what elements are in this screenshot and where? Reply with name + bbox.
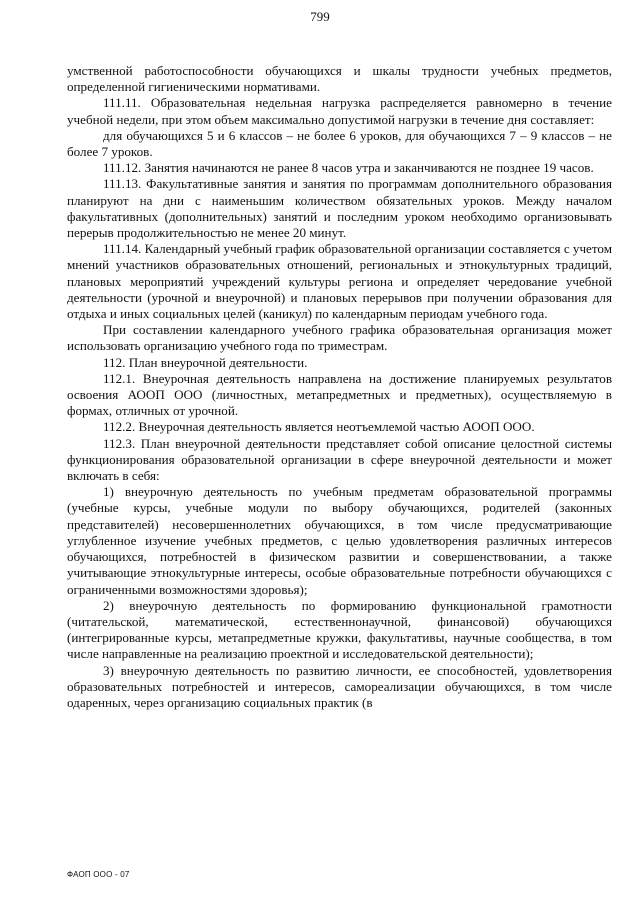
list-item: 2) внеурочную деятельность по формированию функциональной грамотности (читательской, математической, естественнонаучной, финансовой) обучающихся (интегрированные курсы, метапредметные кружки, факультативы, научные сообщества, в том числе направленные на реализацию проектной и исследовательской деятельности);: [67, 597, 612, 662]
document-body: [67, 63, 612, 711]
page-number: 799: [310, 9, 330, 24]
footer-doc-code: ФАОП ООО - 07: [67, 870, 130, 879]
paragraph: умственной работоспособности обучающихся и шкалы трудности учебных предметов, определенной гигиеническими нормативами.: [67, 63, 612, 95]
section-heading: 112. План внеурочной деятельности.: [103, 354, 308, 370]
paragraph: для обучающихся 5 и 6 классов – не более 6 уроков, для обучающихся 7 – 9 классов – не более 7 уроков.: [67, 127, 612, 160]
paragraph: 112.3. План внеурочной деятельности представляет собой описание целостной системы функционирования образовательной организации в сфере внеурочной деятельности и может включать в себя:: [67, 435, 612, 484]
paragraph: 112.1. Внеурочная деятельность направлена на достижение планируемых результатов освоения АООП ООО (личностных, метапредметных и предметных), осуществляемую в формах, отличных от урочной.: [67, 370, 612, 419]
list-item: 1) внеурочную деятельность по учебным предметам образовательной программы (учебные курсы, учебные модули по выбору обучающихся, родителей (законных представителей) несовершеннолетних обучающихся, в том числе предусматривающие углубленное изучение учебных предметов, с целью удовлетворения различных интересов обучающихся, потребностей в физическом развитии и совершенствовании, а также учитывающие этнокультурные интересы, особые образовательные потребности обучающихся с ограниченными возможностями здоровья);: [67, 484, 612, 597]
paragraph: 111.11. Образовательная недельная нагрузка распределяется равномерно в течение учебной недели, при этом объем максимально допустимой нагрузки в течение дня составляет:: [67, 95, 612, 127]
paragraph: При составлении календарного учебного графика образовательная организация может использовать организацию учебного года по триместрам.: [67, 322, 612, 354]
paragraph: 111.12. Занятия начинаются не ранее 8 часов утра и заканчиваются не позднее 19 часов.: [103, 160, 594, 176]
list-item: 3) внеурочную деятельность по развитию личности, ее способностей, удовлетворения образовательных потребностей и интересов, самореализации обучающихся, в том числе одаренных, через организацию социальных практик (в: [67, 662, 612, 710]
paragraph: 112.2. Внеурочная деятельность является неотъемлемой частью АООП ООО.: [103, 419, 535, 435]
paragraph: 111.13. Факультативные занятия и занятия по программам дополнительного образования планируют на дни с наименьшим количеством обязательных уроков. Между началом факультативных (дополнительных) занятий и последним уроком необходимо организовывать перерыв продолжительностью не менее 20 минут.: [67, 176, 612, 241]
paragraph: 111.14. Календарный учебный график образовательной организации составляется с учетом мнений участников образовательных отношений, региональных и этнокультурных традиций, плановых мероприятий учреждений культуры региона и определяет чередование учебной деятельности (урочной и внеурочной) и плановых перерывов при получении образования для отдыха и иных социальных целей (каникул) по календарным периодам учебного года.: [67, 241, 612, 322]
